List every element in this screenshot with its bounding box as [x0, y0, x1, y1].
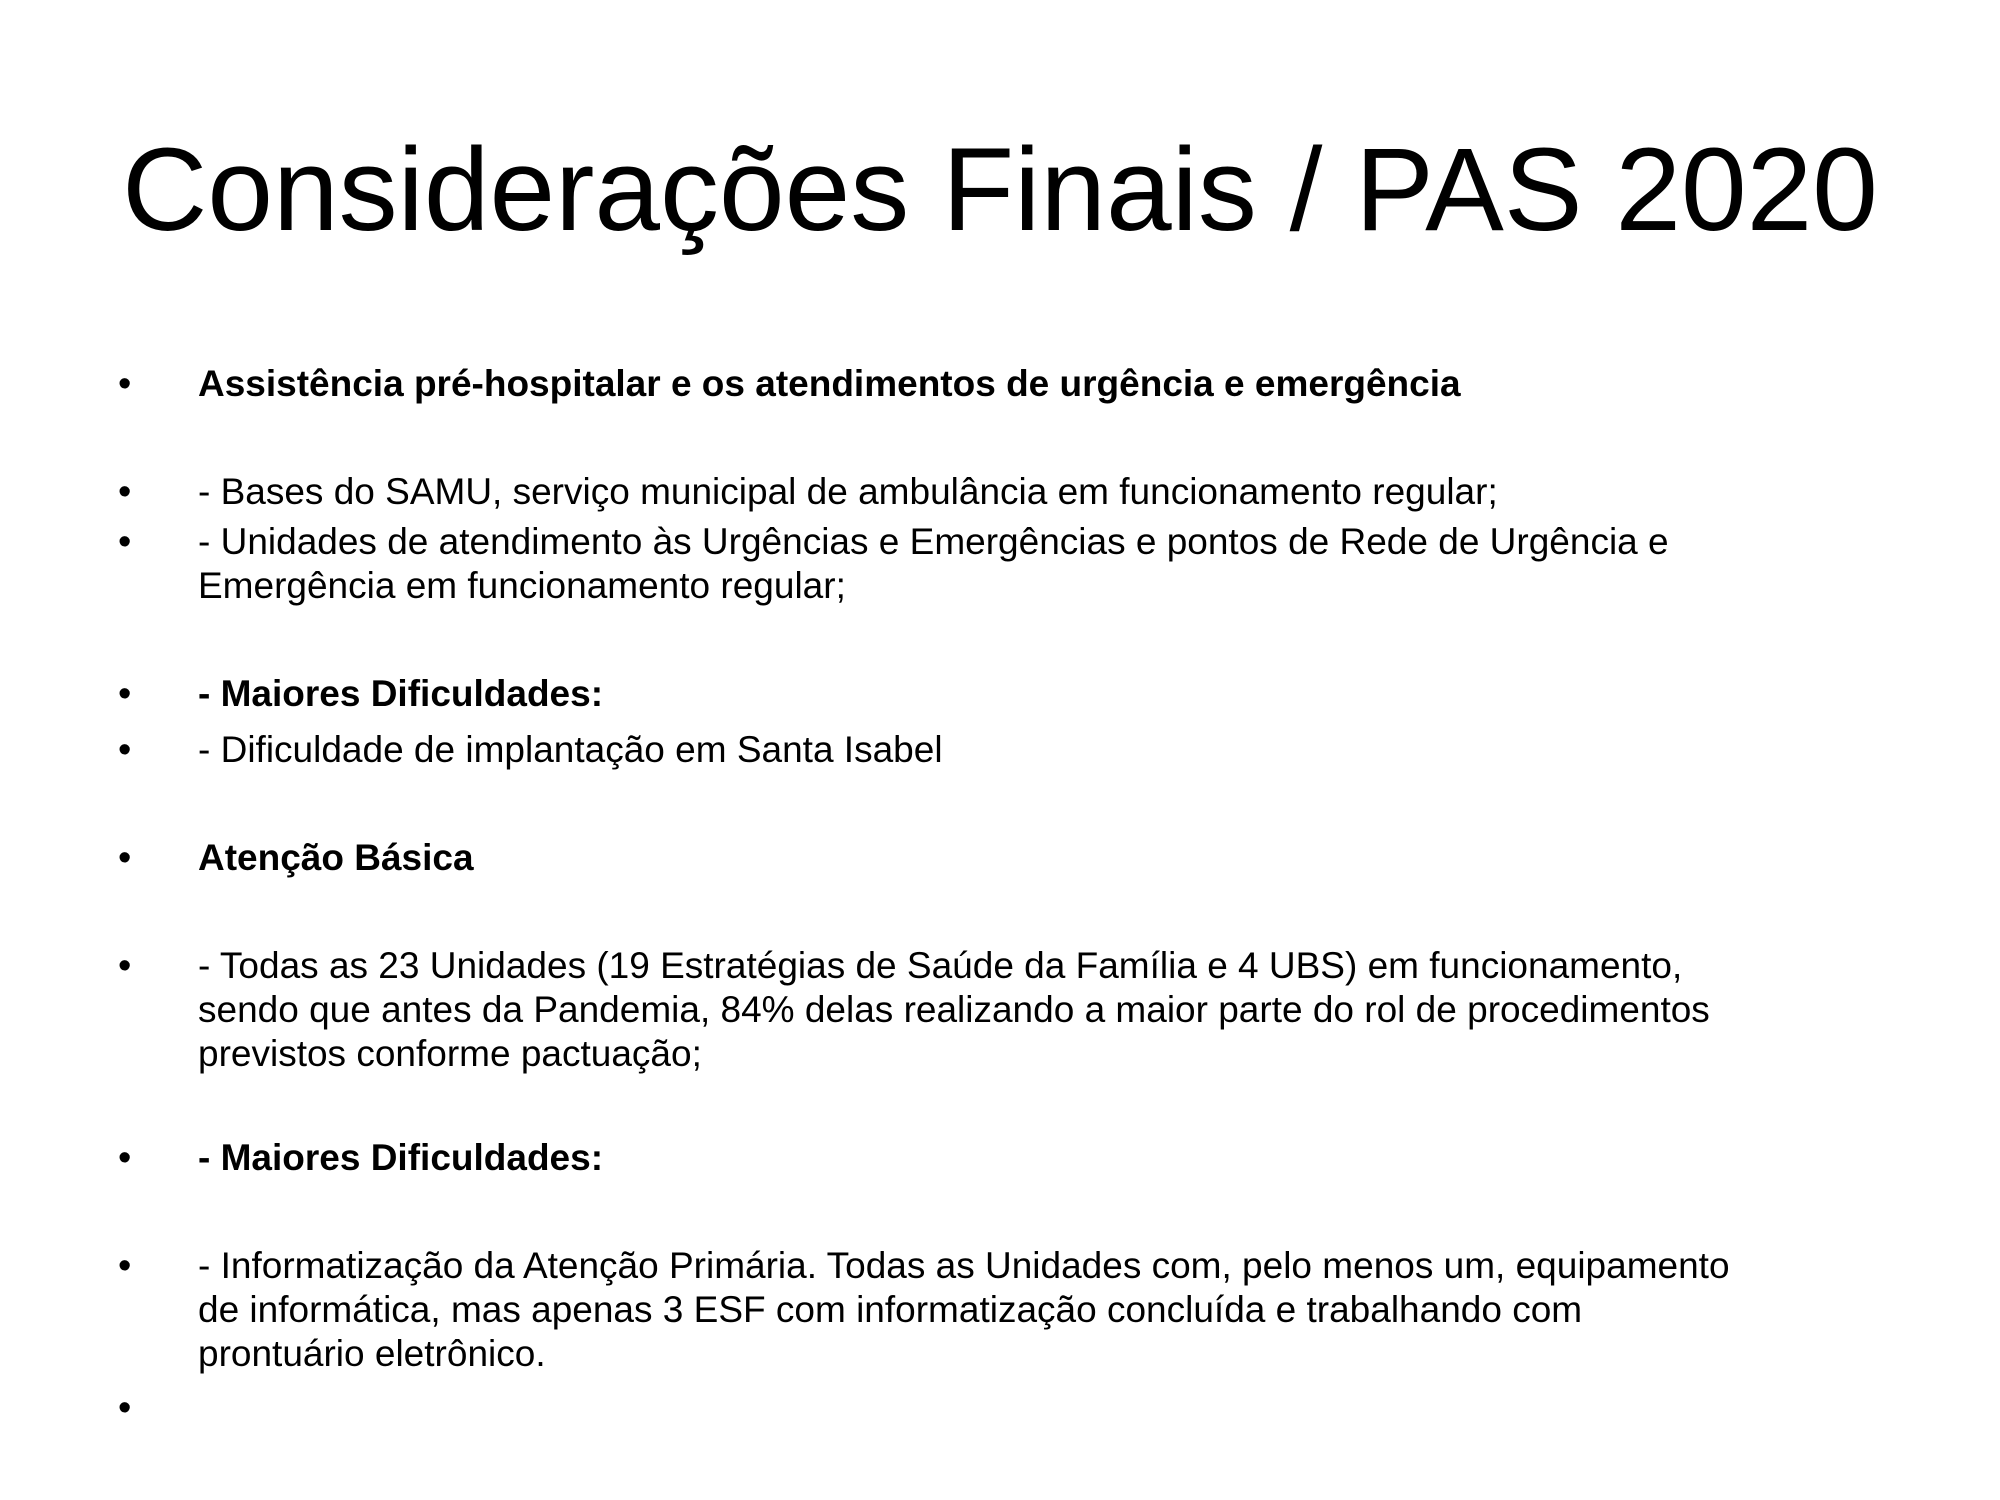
list-item-line: de informática, mas apenas 3 ESF com informatização concluída e trabalhando com [198, 1289, 1583, 1330]
bullet-icon: • [118, 673, 132, 715]
list-item-text: Atenção Básica [198, 837, 474, 878]
bullet-icon: • [118, 1245, 132, 1287]
list-item-text [198, 520, 1898, 608]
list-item-line: - Unidades de atendimento às Urgências e Emergências e pontos de Rede de Urgência e [198, 521, 1669, 562]
bullet-icon: • [118, 521, 132, 563]
list-item-text: Assistência pré-hospitalar e os atendimentos de urgência e emergência [198, 363, 1461, 404]
bullet-icon: • [118, 471, 132, 513]
list-item-line: sendo que antes da Pandemia, 84% delas realizando a maior parte do rol de procedimentos [198, 989, 1710, 1030]
bullet-icon: • [118, 837, 132, 879]
slide-title: Considerações Finais / PAS 2020 [122, 124, 1878, 256]
list-item-line: prontuário eletrônico. [198, 1333, 546, 1374]
bullet-icon: • [118, 945, 132, 987]
list-item-line: - Todas as 23 Unidades (19 Estratégias de Saúde da Família e 4 UBS) em funcionamento, [198, 945, 1683, 986]
list-item-line: previstos conforme pactuação; [198, 1033, 702, 1074]
list-item-text: - Dificuldade de implantação em Santa Isabel [198, 729, 943, 770]
list-item-line: - Informatização da Atenção Primária. Todas as Unidades com, pelo menos um, equipamento [198, 1245, 1730, 1286]
list-item-text [198, 1244, 1898, 1376]
list-item-line: Emergência em funcionamento regular; [198, 565, 846, 606]
bullet-icon: • [118, 363, 132, 405]
list-item-text: - Maiores Dificuldades: [198, 1137, 604, 1178]
bullet-icon: • [118, 1137, 132, 1179]
list-item-text [198, 944, 1898, 1076]
bullet-icon: • [118, 1387, 132, 1429]
list-item-text: - Bases do SAMU, serviço municipal de ambulância em funcionamento regular; [198, 471, 1498, 512]
list-item-text: - Maiores Dificuldades: [198, 673, 604, 714]
bullet-icon: • [118, 729, 132, 771]
